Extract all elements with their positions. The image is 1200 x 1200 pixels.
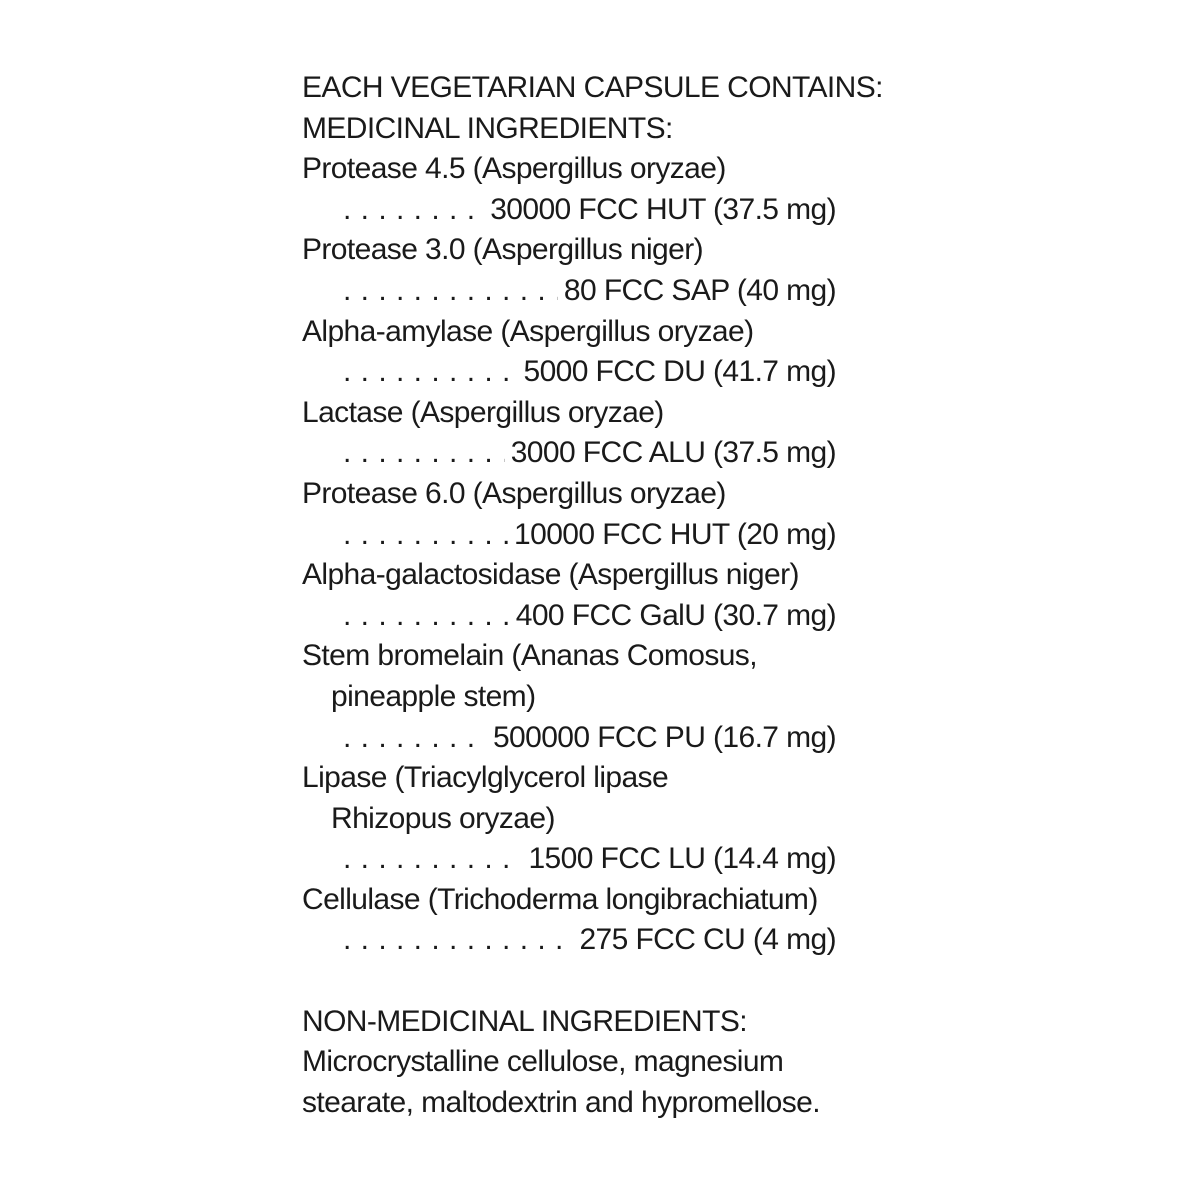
ingredients-label — [302, 68, 883, 1123]
ingredient-entry — [302, 312, 877, 393]
ingredient-amount: 80 FCC SAP (40 mg) — [563, 273, 836, 307]
dot-leader — [343, 596, 510, 637]
ingredient-entry — [302, 758, 877, 880]
ingredient-amount-row — [302, 190, 836, 231]
ingredient-amount: 3000 FCC ALU (37.5 mg) — [510, 436, 836, 470]
ingredient-name: Alpha-amylase (Aspergillus oryzae) — [302, 314, 754, 348]
ingredient-entry — [302, 230, 877, 311]
dot-leader — [343, 190, 484, 231]
ingredient-name: Protease 3.0 (Aspergillus niger) — [302, 233, 704, 267]
ingredient-amount-row — [302, 596, 836, 637]
dot-leader — [343, 352, 517, 393]
ingredient-amount: 30000 FCC HUT (37.5 mg) — [490, 192, 836, 226]
ingredient-amount: 5000 FCC DU (41.7 mg) — [523, 355, 836, 389]
ingredient-amount: 1500 FCC LU (14.4 mg) — [528, 842, 836, 876]
ingredient-entry — [302, 880, 877, 961]
ingredient-name-continued: pineapple stem) — [331, 679, 536, 713]
dot-leader — [343, 515, 508, 556]
dot-leader — [343, 718, 487, 759]
ingredient-name: Stem bromelain (Ananas Comosus, — [302, 639, 757, 673]
non-medicinal-text: Microcrystalline cellulose, magnesium — [302, 1045, 784, 1079]
ingredient-entry — [302, 555, 877, 636]
capsule-heading: EACH VEGETARIAN CAPSULE CONTAINS: — [302, 71, 883, 104]
ingredient-entry — [302, 636, 877, 758]
ingredient-name: Lactase (Aspergillus oryzae) — [302, 395, 664, 429]
ingredient-entry — [302, 474, 877, 555]
ingredient-entry — [302, 393, 877, 474]
ingredient-amount: 275 FCC CU (4 mg) — [579, 923, 836, 957]
ingredient-amount-row — [302, 515, 836, 556]
ingredient-entry — [302, 149, 877, 230]
ingredient-amount-row — [302, 271, 836, 312]
dot-leader — [343, 271, 558, 312]
medicinal-heading: MEDICINAL INGREDIENTS: — [302, 111, 673, 145]
non-medicinal-text: stearate, maltodextrin and hypromellose. — [302, 1085, 820, 1119]
ingredient-amount-row — [302, 920, 836, 961]
ingredient-amount: 10000 FCC HUT (20 mg) — [514, 517, 836, 551]
dot-leader — [343, 433, 505, 474]
ingredient-name: Lipase (Triacylglycerol lipase — [302, 761, 669, 795]
section-spacer — [302, 961, 877, 1002]
ingredient-name: Protease 4.5 (Aspergillus oryzae) — [302, 152, 726, 186]
ingredient-name: Protease 6.0 (Aspergillus oryzae) — [302, 476, 726, 510]
ingredient-amount-row — [302, 433, 836, 474]
dot-leader — [343, 920, 573, 961]
non-medicinal-heading: NON-MEDICINAL INGREDIENTS: — [302, 1004, 747, 1038]
ingredient-amount: 400 FCC GalU (30.7 mg) — [515, 598, 836, 632]
ingredient-amount-row — [302, 718, 836, 759]
ingredient-amount-row — [302, 352, 836, 393]
dot-leader — [343, 839, 522, 880]
ingredient-name: Alpha-galactosidase (Aspergillus niger) — [302, 558, 799, 592]
ingredient-amount: 500000 FCC PU (16.7 mg) — [492, 720, 836, 754]
ingredient-amount-row — [302, 839, 836, 880]
ingredient-name: Cellulase (Trichoderma longibrachiatum) — [302, 882, 818, 916]
ingredient-name-continued: Rhizopus oryzae) — [331, 801, 555, 835]
